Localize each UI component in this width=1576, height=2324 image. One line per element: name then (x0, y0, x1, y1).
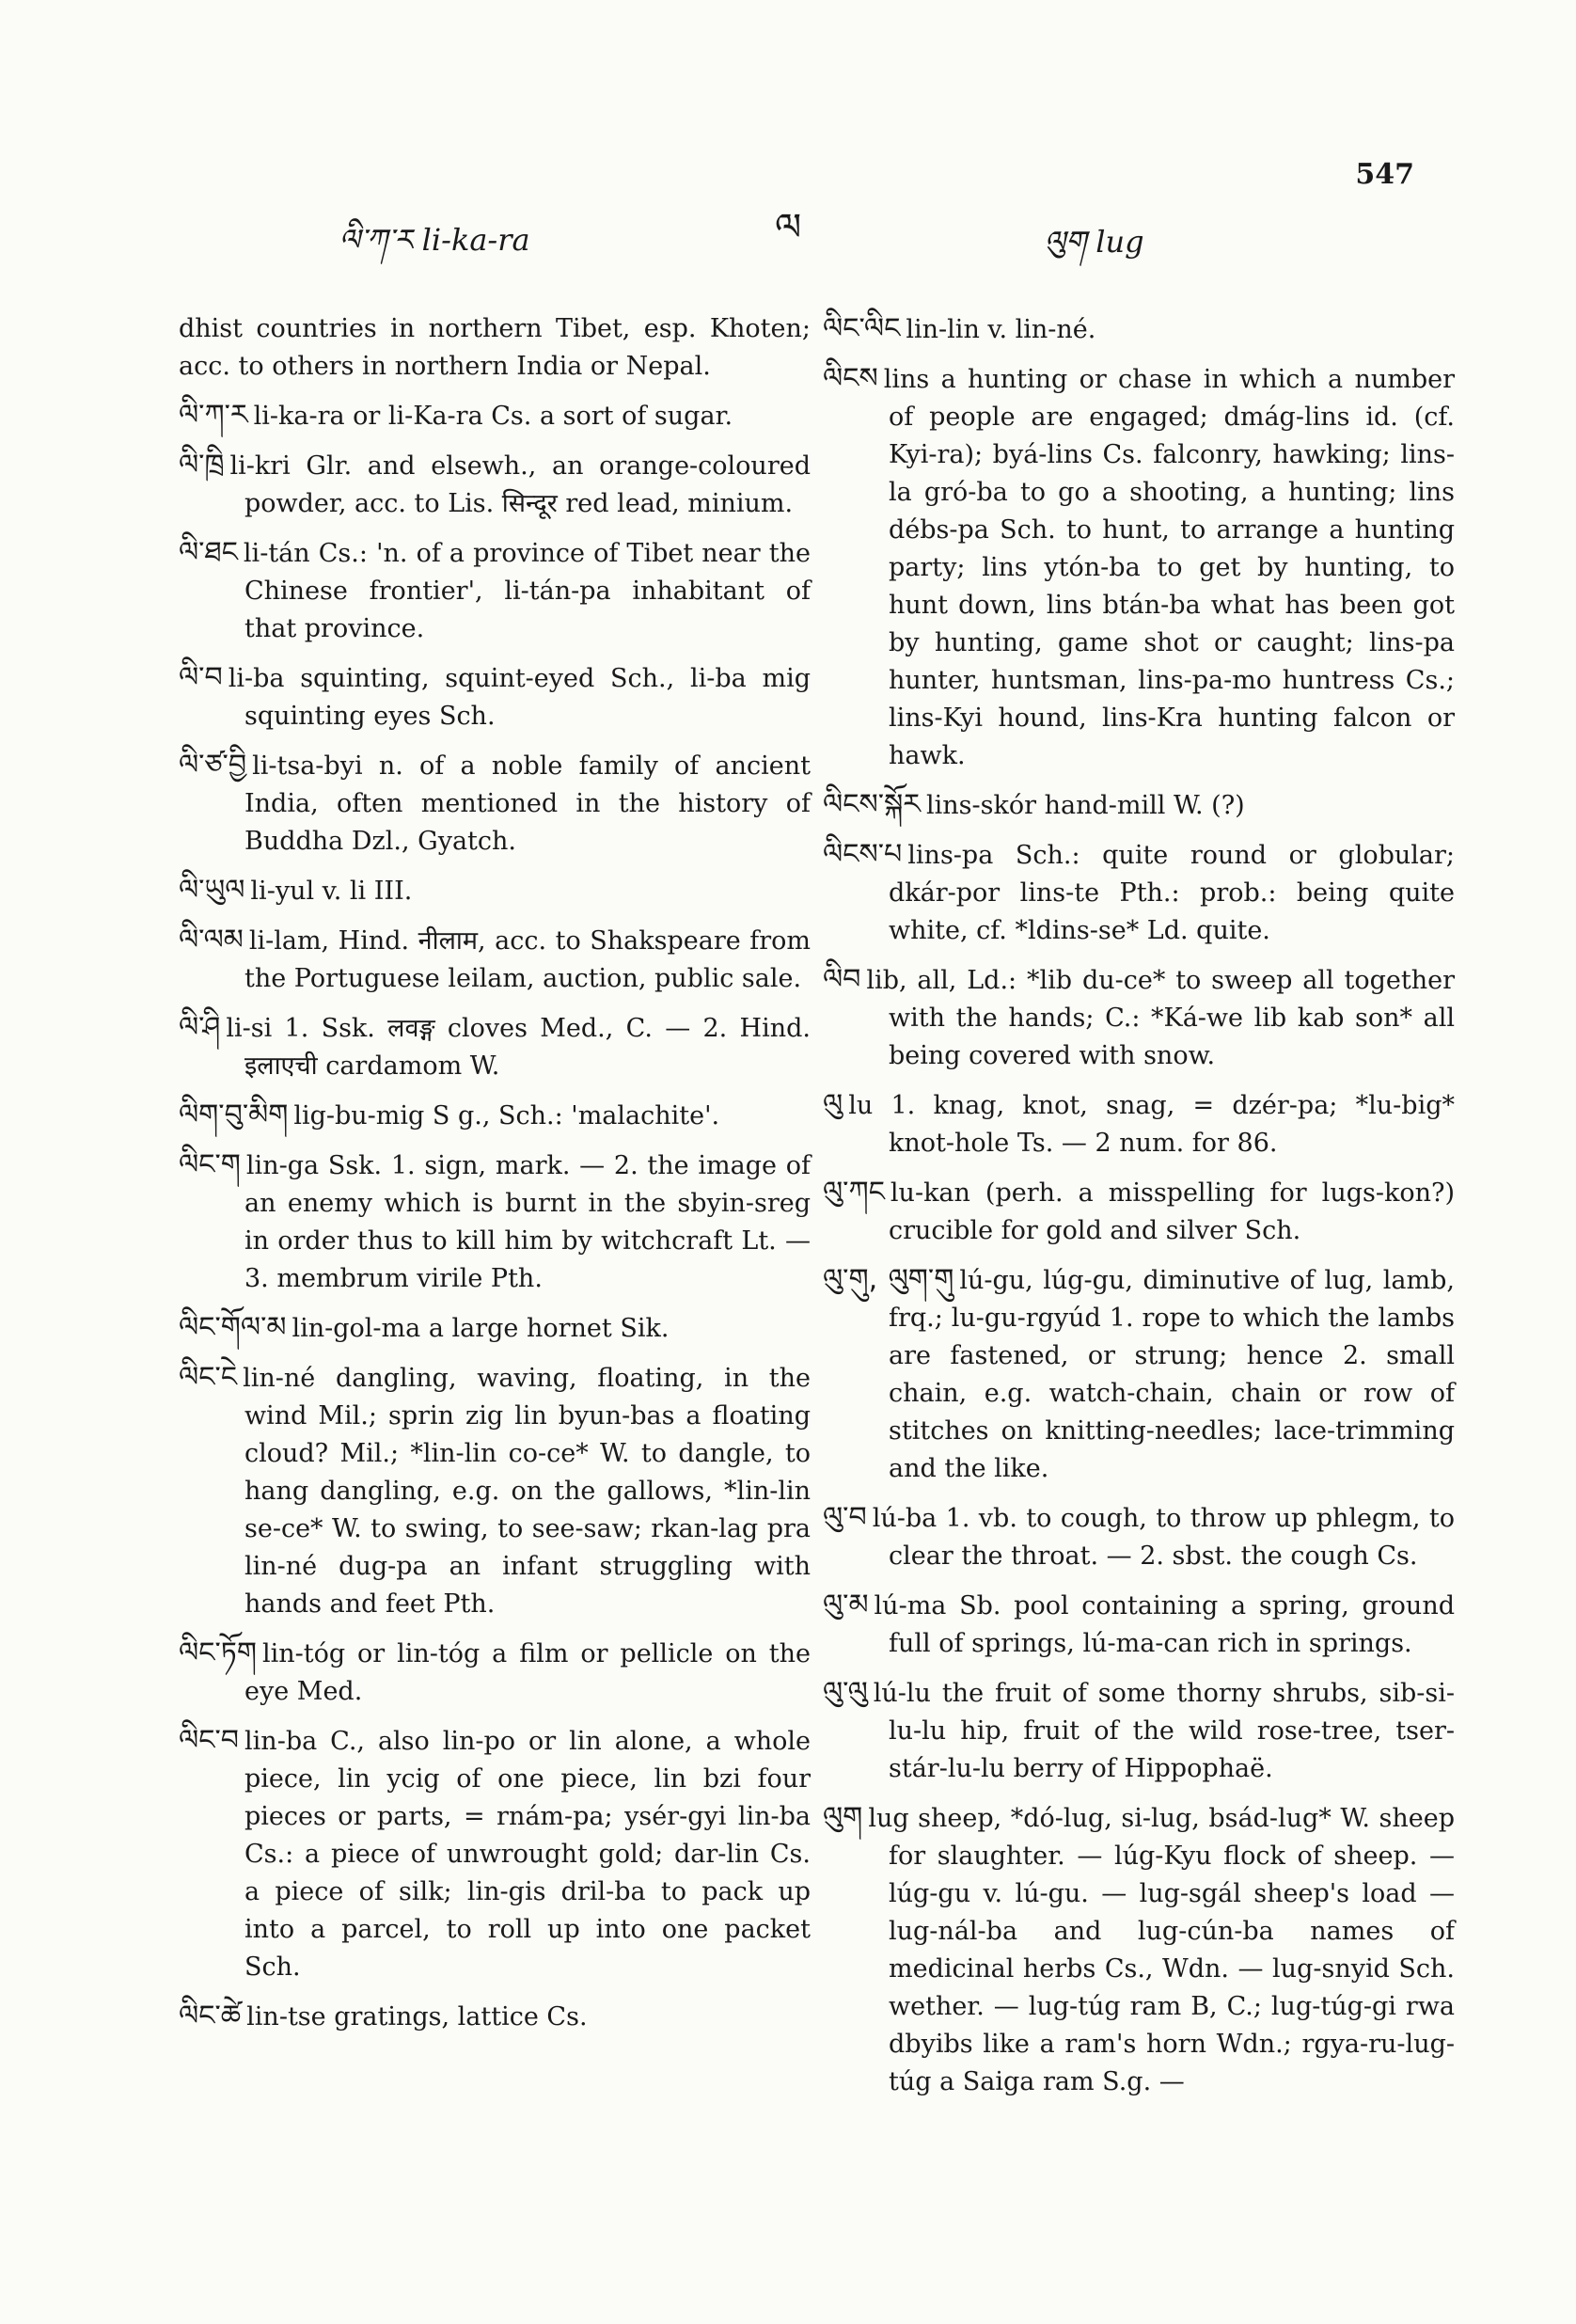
dictionary-entry (823, 1086, 1455, 1162)
entry-text: li-yul v. li III. (250, 877, 413, 906)
entry-text: lin-ga Ssk. 1. sign, mark. — 2. the image of an enemy which is burnt in the sbyin-sreg in order thus to kill him by witchcraft Lt. — 3. membrum virile Pth. (244, 1151, 811, 1293)
page-number: 547 (1355, 158, 1414, 191)
entry-text: lú-gu, lúg-gu, diminutive of lug, lamb, frq.; lu-gu-rgyúd 1. rope to which the lambs are fastened, or strung; hence 2. small chain, e.g. watch-chain, chain or row of stitches on knitting-needles; lace-trimming and the like. (889, 1266, 1455, 1483)
dictionary-entry (823, 1799, 1455, 2101)
entry-text: lins a hunting or chase in which a number of people are engaged; dmág-lins id. (cf. Kyi-ra); byá-lins Cs. falconry, hawking; lins-la gró-ba to go a shooting, a hunting; lins débs-pa Sch. to hunt, to arrange a hunting party; lins ytón-ba to get by hunting, to hunt down, lins btán-ba what has been got by hunting, game shot or caught; lins-pa hunter, huntsman, lins-pa-mo huntress Cs.; lins-Kyi hound, lins-Kra hunting falcon or hawk. (883, 365, 1455, 770)
dictionary-entry (823, 836, 1455, 950)
entry-headword: ལུག (823, 1801, 863, 1834)
entry-text: lin-gol-ma a large hornet Sik. (292, 1314, 670, 1343)
dictionary-entry (179, 1309, 811, 1348)
dictionary-entry (179, 872, 811, 910)
entry-headword: ལིང་ག (179, 1148, 241, 1181)
entry-headword: ལིང་ཏོག (179, 1636, 257, 1669)
entry-text: lú-lu the fruit of some thorny shrubs, sib-si-lu-lu hip, fruit of the wild rose-tree, tser-stár-lu-lu berry of Hippophaë. (873, 1679, 1455, 1783)
entry-headword: ལི་ཐང (179, 536, 238, 569)
entry-headword: ལི་ཀ་ར (179, 399, 248, 432)
dictionary-entry (179, 1097, 811, 1135)
dictionary-entry (179, 534, 811, 648)
entry-headword: ལུ (823, 1088, 843, 1121)
dictionary-entry (823, 1261, 1455, 1488)
entry-headword: ལུ་གུ, ལུག་གུ (823, 1263, 954, 1296)
dictionary-entry (823, 1674, 1455, 1788)
entry-text: lins-skór hand-mill W. (?) (925, 791, 1245, 820)
entry-text: li-kri Glr. and elsewh., an orange-coloured powder, acc. to Lis. सिन्दूर red lead, minium. (229, 451, 811, 518)
entry-headword: ལུ་མ (823, 1589, 869, 1621)
entry-headword: ལི་ཡུལ (179, 874, 245, 907)
dictionary-entry (179, 1009, 811, 1085)
entry-text: li-ka-ra or li-Ka-ra Cs. a sort of sugar. (253, 402, 733, 431)
entry-continuation (179, 310, 811, 386)
entry-text: lin-ba C., also lin-po or lin alone, a whole piece, lin ycig of one piece, lin bzi four pieces or parts, = rnám-pa; ysér-gyi lin-ba Cs.: a piece of unwrought gold; dar-lin Cs. a piece of silk; lin-gis dril-ba to pack up into a parcel, to roll up into one packet Sch. (244, 1727, 811, 1982)
entry-text: li-si 1. Ssk. लवङ्ग cloves Med., C. — 2. Hind. इलाएची cardamom W. (226, 1014, 811, 1081)
entry-text: lins-pa Sch.: quite round or globular; dkár-por lins-te Pth.: prob.: being quite white, cf. *ldins-se* Ld. quite. (889, 841, 1455, 945)
dictionary-entry (823, 1587, 1455, 1663)
entry-headword: ལི་བ (179, 661, 223, 694)
entry-text: lin-né dangling, waving, floating, in the wind Mil.; sprin zig lin byun-bas a floating cloud? Mil.; *lin-lin co-ce* W. to dangle, to hang dangling, e.g. on the gallows, *lin-lin se-ce* W. to swing, to see-saw; rkan-lag pra lin-né dug-pa an infant struggling with hands and feet Pth. (243, 1364, 811, 1619)
entry-headword: ལིང་ངེ (179, 1361, 238, 1394)
dictionary-entry (179, 1635, 811, 1711)
dictionary-entry (823, 310, 1455, 349)
dictionary-entry (823, 1174, 1455, 1250)
section-letter: ལ (775, 206, 802, 249)
entry-headword: ལིངས་སྐོར (823, 788, 921, 821)
entry-text: lin-tse gratings, lattice Cs. (246, 2002, 588, 2032)
entry-text: li-tán Cs.: 'n. of a province of Tibet near the Chinese frontier', li-tán-pa inhabitant of that province. (243, 539, 811, 643)
dictionary-entry (823, 360, 1455, 775)
entry-headword: ལིང་ཚེ (179, 2000, 242, 2032)
dictionary-entry (179, 747, 811, 861)
entry-text: lú-ma Sb. pool containing a spring, ground full of springs, lú-ma-can rich in springs. (874, 1591, 1455, 1658)
dictionary-entry (179, 447, 811, 523)
entry-headword: ལིང་ལིང (823, 312, 901, 345)
entry-headword: ལིངས་པ (823, 838, 903, 871)
dictionary-entry (179, 1359, 811, 1623)
entry-headword: ལི་ལམ (179, 924, 244, 956)
dictionary-entry (179, 659, 811, 735)
dictionary-entry (823, 1499, 1455, 1575)
entry-text: lig-bu-mig S g., Sch.: 'malachite'. (293, 1101, 720, 1130)
dictionary-entry (823, 786, 1455, 825)
entry-text: lib, all, Ld.: *lib du-ce* to sweep all together with the hands; C.: *Ká-we lib kab son* all being covered with snow. (866, 966, 1455, 1070)
entry-headword: ལི་ཤི (179, 1011, 221, 1044)
entry-text: lin-lin v. lin-né. (906, 315, 1096, 344)
entry-text: lug sheep, *dó-lug, si-lug, bsád-lug* W. sheep for slaughter. — lúg-Kyu flock of sheep. — lúg-gu v. lú-gu. — lug-sgál sheep's load — lug-nál-ba and lug-cún-ba names of medicinal herbs Cs., Wdn. — lug-snyid Sch. wether. — lug-túg ram B, C.; lug-túg-gi rwa dbyibs like a ram's horn Wdn.; rgya-ru-lug-túg a Saiga ram S.g. — (868, 1804, 1455, 2096)
right-column (823, 310, 1455, 2112)
entry-headword: ལིག་བུ་མིག (179, 1099, 289, 1131)
entry-text: lú-ba 1. vb. to cough, to throw up phlegm, to clear the throat. — 2. sbst. the cough Cs. (872, 1504, 1455, 1571)
running-head-left: ལི་ཀ་ར li-ka-ra (339, 222, 530, 258)
dictionary-entry (179, 397, 811, 435)
entry-headword: ལི་ཙ་བྱི (179, 749, 247, 782)
entry-headword: ལིང་གོལ་མ (179, 1311, 287, 1344)
entry-text: lu 1. knag, knot, snag, = dzér-pa; *lu-big* knot-hole Ts. — 2 num. for 86. (848, 1091, 1455, 1158)
dictionary-entry (179, 1722, 811, 1986)
entry-text: li-lam, Hind. नीलाम, acc. to Shakspeare from the Portuguese leilam, auction, public sale. (244, 926, 811, 993)
entry-headword: ལུ་ཀང (823, 1176, 885, 1209)
entry-headword: ལི་ཁྲི (179, 449, 225, 482)
entry-headword: ལིང་བ (179, 1724, 240, 1757)
entry-text: lin-tóg or lin-tóg a film or pellicle on the eye Med. (244, 1639, 811, 1706)
dictionary-entry (823, 961, 1455, 1075)
entry-text: li-tsa-byi n. of a noble family of ancient India, often mentioned in the history of Buddha Dzl., Gyatch. (244, 751, 811, 856)
dictionary-entry (179, 1146, 811, 1298)
entry-headword: ལིངས (823, 362, 878, 395)
left-column (179, 310, 811, 2047)
entry-headword: ལུ་བ (823, 1501, 867, 1534)
dictionary-entry (179, 1998, 811, 2036)
entry-headword: ལུ་ལུ (823, 1676, 868, 1709)
entry-text: lu-kan (perh. a misspelling for lugs-kon?) crucible for gold and silver Sch. (889, 1178, 1455, 1245)
dictionary-entry (179, 922, 811, 998)
entry-text: li-ba squinting, squint-eyed Sch., li-ba mig squinting eyes Sch. (228, 664, 811, 731)
entry-text: dhist countries in northern Tibet, esp. Khoten; acc. to others in northern India or Nepal. (179, 314, 811, 381)
running-head-right: ལུག lug (1044, 224, 1144, 260)
entry-headword: ལིབ (823, 963, 861, 996)
